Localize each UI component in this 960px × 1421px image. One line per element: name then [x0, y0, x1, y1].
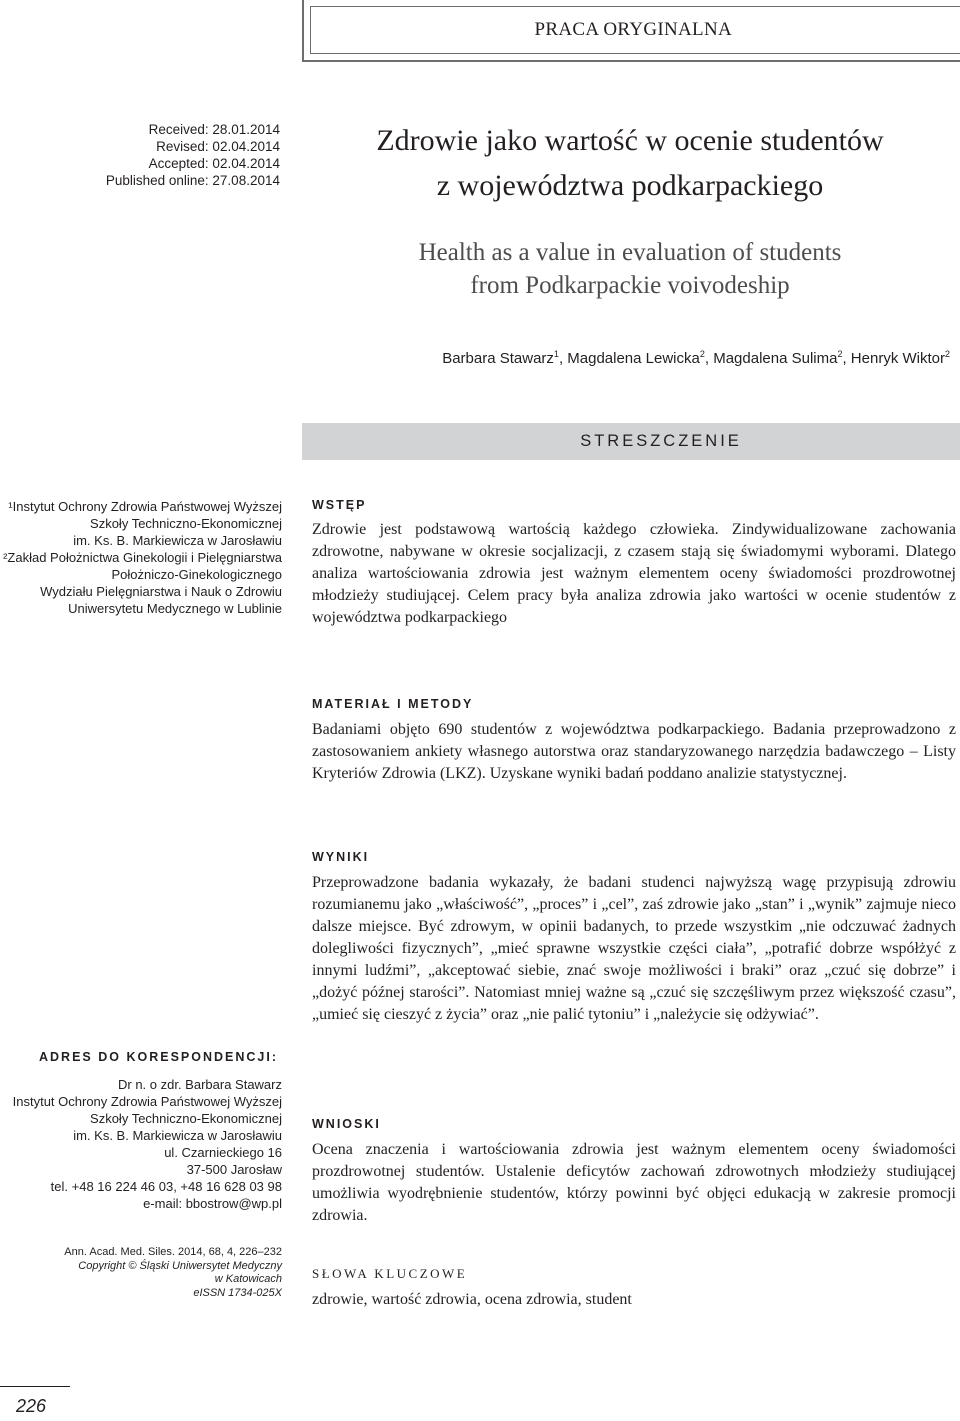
article-dates [80, 121, 280, 189]
correspondence-address [0, 1076, 282, 1212]
author-4: , Henryk Wiktor [842, 350, 945, 367]
author-4-affil: 2 [944, 349, 950, 359]
page-number: 226 [16, 1396, 47, 1416]
section-heading-material: MATERIAŁ I METODY [312, 697, 474, 711]
author-3-affil: 2 [837, 349, 843, 359]
abstract-banner [302, 423, 960, 460]
section-heading-wnioski: WNIOSKI [312, 1117, 381, 1131]
title-english-line-2: from Podkarpackie voivodeship [470, 272, 790, 299]
date-published: Published online: 27.08.2014 [105, 173, 280, 188]
affiliations [0, 498, 282, 617]
section-body-keywords: zdrowie, wartość zdrowia, ocena zdrowia, student [312, 1291, 632, 1308]
author-1-affil: 1 [553, 349, 559, 359]
author-1: Barbara Stawarz [442, 350, 554, 367]
correspondence-heading: ADRES DO KORESPONDENCJI: [39, 1050, 278, 1064]
section-body-material: Badaniami objęto 690 studentów z województwa podkarpackiego. Badania przeprowadzono z zastosowaniem ankiety własnego autorstwa oraz standaryzowanego narzędzia badawczego – Listy Kryteriów Zdrowia (LKZ). Uzyskane wyniki badań poddano analizie statystycznej. [312, 721, 956, 782]
date-accepted: Accepted: 02.04.2014 [148, 156, 280, 171]
correspondence-line: ul. Czarnieckiego 16 [164, 1145, 282, 1160]
section-body-wstep: Zdrowie jest podstawową wartością każdego człowieka. Zindywidualizowane zachowania zdrowotne, nabywane w okresie socjalizacji, z czasem stają się świadomymi wyborami. Dlatego analiza wartościowania zdrowia jest ważnym elementem oceny świadomości prozdrowotnej młodzieży studiującej. Celem pracy była analiza zdrowia jako wartości w ocenie studentów z województwa podkarpackiego [312, 521, 956, 626]
correspondence-line: tel. +48 16 224 46 03, +48 16 628 03 98 [50, 1179, 282, 1194]
journal-copyright: Copyright © Śląski Uniwersytet Medyczny [78, 1259, 282, 1272]
affiliation-line: Wydziału Pielęgniarstwa i Nauk o Zdrowiu [40, 584, 282, 599]
title-polish [300, 118, 960, 208]
journal-copyright-city: w Katowicach [214, 1273, 282, 1285]
journal-eissn: eISSN 1734-025X [193, 1286, 282, 1299]
correspondence-line: 37-500 Jarosław [186, 1162, 282, 1177]
correspondence-email[interactable]: e-mail: bbostrow@wp.pl [143, 1196, 282, 1211]
affiliation-line: ²Zakład Położnictwa Ginekologii i Pielęgniarstwa [3, 550, 282, 565]
affiliation-line: Położniczo-Ginekologicznego [111, 567, 282, 582]
affiliation-line: im. Ks. B. Markiewicza w Jarosławiu [73, 533, 282, 548]
title-polish-line-1: Zdrowie jako wartość w ocenie studentów [376, 124, 884, 157]
journal-info [0, 1246, 282, 1300]
article-type-box [302, 0, 960, 62]
section-heading-wstep: WSTĘP [312, 498, 367, 512]
article-type-label: PRACA ORYGINALNA [534, 19, 732, 40]
date-revised: Revised: 02.04.2014 [156, 139, 280, 154]
section-heading-keywords: SŁOWA KLUCZOWE [312, 1266, 468, 1281]
title-english [300, 236, 960, 302]
author-2: , Magdalena Lewicka [558, 350, 700, 367]
correspondence-line: Szkoły Techniczno-Ekonomicznej [90, 1111, 282, 1126]
affiliation-line: ¹Instytut Ochrony Zdrowia Państwowej Wyższej [8, 499, 282, 514]
abstract-label: STRESZCZENIE [580, 432, 742, 450]
section-heading-wyniki: WYNIKI [312, 850, 370, 864]
date-received: Received: 28.01.2014 [148, 122, 280, 137]
affiliation-line: Uniwersytetu Medycznego w Lublinie [68, 601, 282, 616]
affiliation-line: Szkoły Techniczno-Ekonomicznej [90, 516, 282, 531]
correspondence-line: Dr n. o zdr. Barbara Stawarz [117, 1077, 282, 1092]
article-type-inner [310, 6, 960, 54]
correspondence-line: im. Ks. B. Markiewicza w Jarosławiu [73, 1128, 282, 1143]
author-2-affil: 2 [699, 349, 705, 359]
footer-rule [0, 1386, 70, 1387]
title-english-line-1: Health as a value in evaluation of students [418, 239, 842, 266]
author-3: , Magdalena Sulima [704, 350, 838, 367]
author-list [300, 350, 960, 367]
section-body-wyniki: Przeprowadzone badania wykazały, że badani studenci najwyższą wagę przypisują zdrowiu rozumianemu jako „właściwość”, „proces” i „cel”, zaś zdrowie jako „stan” i „wynik” zajmuje nieco dalsze miejsce. Być zdrowym, w opinii badanych, to przede wszystkim „nie odczuwać żadnych dolegliwości fizycznych”, „mieć sprawne wszystkie części ciała”, „potrafić dobrze współżyć z innymi ludźmi”, „akceptować siebie, znać swoje możliwości i braki” oraz „czuć się dobrze” i „dożyć późnej starości”. Natomiast mniej ważne są „czuć się szczęśliwym przez większość czasu”, „umieć się cieszyć z życia” oraz „nie palić tytoniu” i „należycie się odżywiać”. [312, 874, 956, 1023]
title-polish-line-2: z województwa podkarpackiego [436, 169, 824, 202]
section-body-wnioski: Ocena znaczenia i wartościowania zdrowia jest ważnym elementem oceny świadomości prozdrowotnej studentów. Ustalenie deficytów zachowań zdrowotnych młodzieży studiującej umożliwia wyodrębnienie studentów, którzy powinni być objęci edukacją w zakresie promocji zdrowia. [312, 1141, 956, 1224]
journal-citation: Ann. Acad. Med. Siles. 2014, 68, 4, 226–232 [64, 1246, 282, 1258]
correspondence-line: Instytut Ochrony Zdrowia Państwowej Wyższej [12, 1094, 282, 1109]
